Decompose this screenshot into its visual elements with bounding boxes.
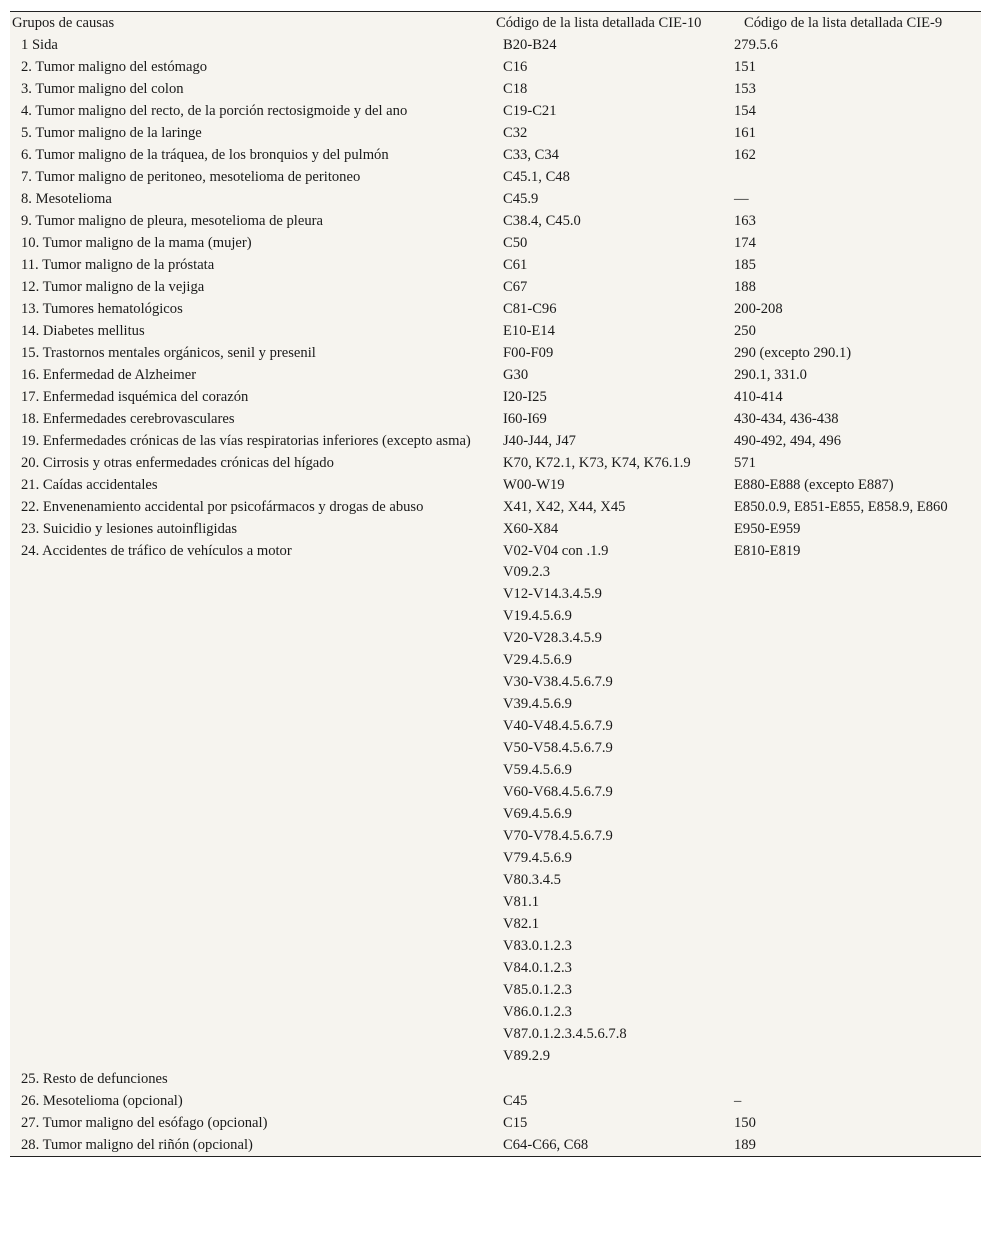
icd10-code: C32 — [503, 125, 528, 141]
icd10-code: C50 — [503, 235, 528, 251]
table-row — [10, 122, 981, 144]
icd10-cell — [493, 56, 724, 78]
icd9-cell: 571 — [734, 455, 756, 471]
icd10-code: V86.0.1.2.3 — [503, 1004, 572, 1020]
icd10-code: V79.4.5.6.9 — [503, 850, 572, 866]
table-row — [10, 408, 981, 430]
icd10-code: W00-W19 — [503, 477, 565, 493]
icd10-code: V87.0.1.2.3.4.5.6.7.8 — [503, 1026, 627, 1042]
icd9-cell: 290.1, 331.0 — [734, 367, 807, 383]
icd10-code: B20-B24 — [503, 37, 557, 53]
icd9-cell: 250 — [734, 323, 756, 339]
icd10-code: V82.1 — [503, 916, 540, 932]
icd10-cell — [493, 232, 724, 254]
icd10-code: C16 — [503, 59, 528, 75]
icd10-code: V50-V58.4.5.6.7.9 — [503, 740, 613, 756]
icd10-code: C45.9 — [503, 191, 539, 207]
icd10-code: V40-V48.4.5.6.7.9 — [503, 718, 613, 734]
icd10-cell — [493, 210, 724, 232]
icd10-code: C45.1, C48 — [503, 169, 570, 185]
cause-cell: 18. Enfermedades cerebrovasculares — [21, 411, 235, 427]
cause-groups-table-container — [10, 11, 981, 1157]
icd10-code: V70-V78.4.5.6.7.9 — [503, 828, 613, 844]
table-row — [10, 496, 981, 518]
cause-cell: 20. Cirrosis y otras enfermedades crónicas del hígado — [21, 455, 334, 471]
header-icd10: Código de la lista detallada CIE-10 — [496, 15, 702, 31]
icd10-cell — [493, 298, 724, 320]
icd9-cell — [724, 166, 981, 188]
icd9-cell: E880-E888 (excepto E887) — [734, 477, 894, 493]
table-row — [10, 1134, 981, 1156]
table-row — [10, 144, 981, 166]
cause-cell: 8. Mesotelioma — [21, 191, 112, 207]
cause-cell: 26. Mesotelioma (opcional) — [21, 1093, 183, 1109]
icd9-cell: 150 — [734, 1115, 756, 1131]
icd10-code: C67 — [503, 279, 528, 295]
icd9-cell: — — [734, 191, 749, 207]
table-row — [10, 430, 981, 452]
icd10-code: J40-J44, J47 — [503, 433, 576, 449]
header-row — [10, 12, 981, 34]
cause-cell: 14. Diabetes mellitus — [21, 323, 145, 339]
icd10-code: V83.0.1.2.3 — [503, 938, 572, 954]
icd10-code: C19-C21 — [503, 103, 557, 119]
icd10-code: V29.4.5.6.9 — [503, 652, 572, 668]
table-row — [10, 276, 981, 298]
icd10-cell — [493, 452, 724, 474]
cause-cell: 17. Enfermedad isquémica del corazón — [21, 389, 249, 405]
icd10-code: V89.2.9 — [503, 1048, 551, 1064]
table-row — [10, 100, 981, 122]
icd10-cell — [493, 188, 724, 210]
table-row — [10, 166, 981, 188]
icd10-cell — [493, 276, 724, 298]
icd9-cell: 490-492, 494, 496 — [734, 433, 842, 449]
table-row — [10, 320, 981, 342]
icd10-cell — [493, 1112, 724, 1134]
header-icd9: Código de la lista detallada CIE-9 — [744, 15, 943, 31]
icd10-cell — [493, 1068, 724, 1090]
table-row — [10, 78, 981, 100]
icd10-code: I60-I69 — [503, 411, 547, 427]
icd10-code: V20-V28.3.4.5.9 — [503, 630, 602, 646]
icd10-code: V19.4.5.6.9 — [503, 608, 572, 624]
icd10-cell — [493, 474, 724, 496]
icd10-cell — [493, 342, 724, 364]
icd10-cell — [493, 386, 724, 408]
table-row — [10, 1112, 981, 1134]
icd10-code: C18 — [503, 81, 528, 97]
table-row — [10, 210, 981, 232]
cause-cell: 7. Tumor maligno de peritoneo, mesotelioma de peritoneo — [21, 169, 361, 185]
icd9-cell: 153 — [734, 81, 756, 97]
icd10-code: X60-X84 — [503, 521, 559, 537]
icd9-cell: E850.0.9, E851-E855, E858.9, E860 — [734, 499, 948, 515]
icd10-code: C15 — [503, 1115, 528, 1131]
icd9-cell: 154 — [734, 103, 756, 119]
icd10-code: C61 — [503, 257, 528, 273]
icd10-cell — [493, 496, 724, 518]
icd10-code: V80.3.4.5 — [503, 872, 561, 888]
icd9-cell — [724, 1068, 981, 1090]
icd10-cell — [493, 1090, 724, 1112]
cause-cell: 24. Accidentes de tráfico de vehículos a motor — [21, 543, 292, 559]
icd10-code: K70, K72.1, K73, K74, K76.1.9 — [503, 455, 691, 471]
icd9-cell: 410-414 — [734, 389, 783, 405]
icd10-cell — [493, 408, 724, 430]
icd9-cell: 189 — [734, 1137, 756, 1153]
table-row — [10, 34, 981, 56]
table-row — [10, 518, 981, 540]
icd10-code: E10-E14 — [503, 323, 555, 339]
icd10-code: V60-V68.4.5.6.7.9 — [503, 784, 613, 800]
cause-cell: 9. Tumor maligno de pleura, mesotelioma de pleura — [21, 213, 323, 229]
icd10-code: V39.4.5.6.9 — [503, 696, 572, 712]
cause-cell: 15. Trastornos mentales orgánicos, senil y presenil — [21, 345, 316, 361]
icd10-cell — [493, 540, 724, 1068]
table-row — [10, 364, 981, 386]
icd9-cell: E950-E959 — [734, 521, 801, 537]
icd10-cell — [493, 144, 724, 166]
table-row — [10, 298, 981, 320]
cause-cell: 4. Tumor maligno del recto, de la porción rectosigmoide y del ano — [21, 103, 408, 119]
icd10-cell — [493, 254, 724, 276]
table-row — [10, 188, 981, 210]
table-body — [10, 34, 981, 1156]
icd9-cell: 290 (excepto 290.1) — [734, 345, 852, 361]
icd10-code: V69.4.5.6.9 — [503, 806, 572, 822]
cause-cell: 5. Tumor maligno de la laringe — [21, 125, 202, 141]
cause-cell: 3. Tumor maligno del colon — [21, 81, 184, 97]
table-header — [10, 12, 981, 34]
icd9-cell: 163 — [734, 213, 756, 229]
cause-cell: 22. Envenenamiento accidental por psicofármacos y drogas de abuso — [21, 499, 424, 515]
icd10-cell — [493, 364, 724, 386]
icd9-cell: 161 — [734, 125, 756, 141]
icd10-code: V02-V04 con .1.9 — [503, 543, 609, 559]
icd9-cell: 162 — [734, 147, 756, 163]
table-row — [10, 474, 981, 496]
icd9-cell: 200-208 — [734, 301, 783, 317]
table-row — [10, 1068, 981, 1090]
icd10-code: C38.4, C45.0 — [503, 213, 581, 229]
icd10-cell — [493, 430, 724, 452]
icd10-code: C33, C34 — [503, 147, 559, 163]
icd9-cell: – — [734, 1093, 742, 1109]
icd10-code: C64-C66, C68 — [503, 1137, 589, 1153]
icd9-cell: 151 — [734, 59, 756, 75]
icd10-code: V84.0.1.2.3 — [503, 960, 572, 976]
cause-cell: 25. Resto de defunciones — [21, 1071, 168, 1087]
icd9-cell: 174 — [734, 235, 756, 251]
icd10-code: V81.1 — [503, 894, 540, 910]
cause-cell: 10. Tumor maligno de la mama (mujer) — [21, 235, 252, 251]
icd9-cell: 279.5.6 — [734, 37, 778, 53]
table-row — [10, 452, 981, 474]
icd10-cell — [493, 122, 724, 144]
header-cause-group: Grupos de causas — [12, 15, 115, 31]
table-row — [10, 56, 981, 78]
cause-cell: 19. Enfermedades crónicas de las vías respiratorias inferiores (excepto asma) — [21, 433, 471, 449]
icd10-code: V59.4.5.6.9 — [503, 762, 572, 778]
cause-cell: 21. Caídas accidentales — [21, 477, 158, 493]
cause-cell: 11. Tumor maligno de la próstata — [21, 257, 215, 273]
table-row — [10, 342, 981, 364]
icd10-code: V12-V14.3.4.5.9 — [503, 586, 602, 602]
icd9-cell: E810-E819 — [734, 543, 801, 559]
icd10-cell — [493, 78, 724, 100]
cause-cell: 6. Tumor maligno de la tráquea, de los bronquios y del pulmón — [21, 147, 389, 163]
icd10-cell — [493, 320, 724, 342]
icd10-code: G30 — [503, 367, 529, 383]
icd9-cell: 185 — [734, 257, 756, 273]
icd10-cell — [493, 518, 724, 540]
icd10-cell — [493, 100, 724, 122]
icd10-code: V09.2.3 — [503, 564, 551, 580]
cause-cell: 12. Tumor maligno de la vejiga — [21, 279, 205, 295]
icd10-code: V30-V38.4.5.6.7.9 — [503, 674, 613, 690]
icd10-cell — [493, 166, 724, 188]
icd10-code: F00-F09 — [503, 345, 554, 361]
table-row — [10, 254, 981, 276]
cause-cell: 2. Tumor maligno del estómago — [21, 59, 208, 75]
icd10-code: X41, X42, X44, X45 — [503, 499, 626, 515]
cause-cell: 28. Tumor maligno del riñón (opcional) — [21, 1137, 253, 1153]
icd10-code: V85.0.1.2.3 — [503, 982, 572, 998]
icd10-code: C81-C96 — [503, 301, 557, 317]
cause-cell: 23. Suicidio y lesiones autoinfligidas — [21, 521, 238, 537]
cause-cell: 16. Enfermedad de Alzheimer — [21, 367, 197, 383]
icd9-cell: 430-434, 436-438 — [734, 411, 839, 427]
cause-cell: 13. Tumores hematológicos — [21, 301, 183, 317]
cause-groups-table — [10, 12, 981, 1156]
icd10-code: C45 — [503, 1093, 528, 1109]
icd9-cell: 188 — [734, 279, 756, 295]
cause-cell: 27. Tumor maligno del esófago (opcional) — [21, 1115, 268, 1131]
icd10-code: I20-I25 — [503, 389, 547, 405]
cause-cell: 1 Sida — [21, 37, 58, 53]
table-row — [10, 1090, 981, 1112]
icd10-cell — [493, 34, 724, 56]
table-row — [10, 540, 981, 1068]
table-row — [10, 386, 981, 408]
icd10-cell — [493, 1134, 724, 1156]
table-row — [10, 232, 981, 254]
